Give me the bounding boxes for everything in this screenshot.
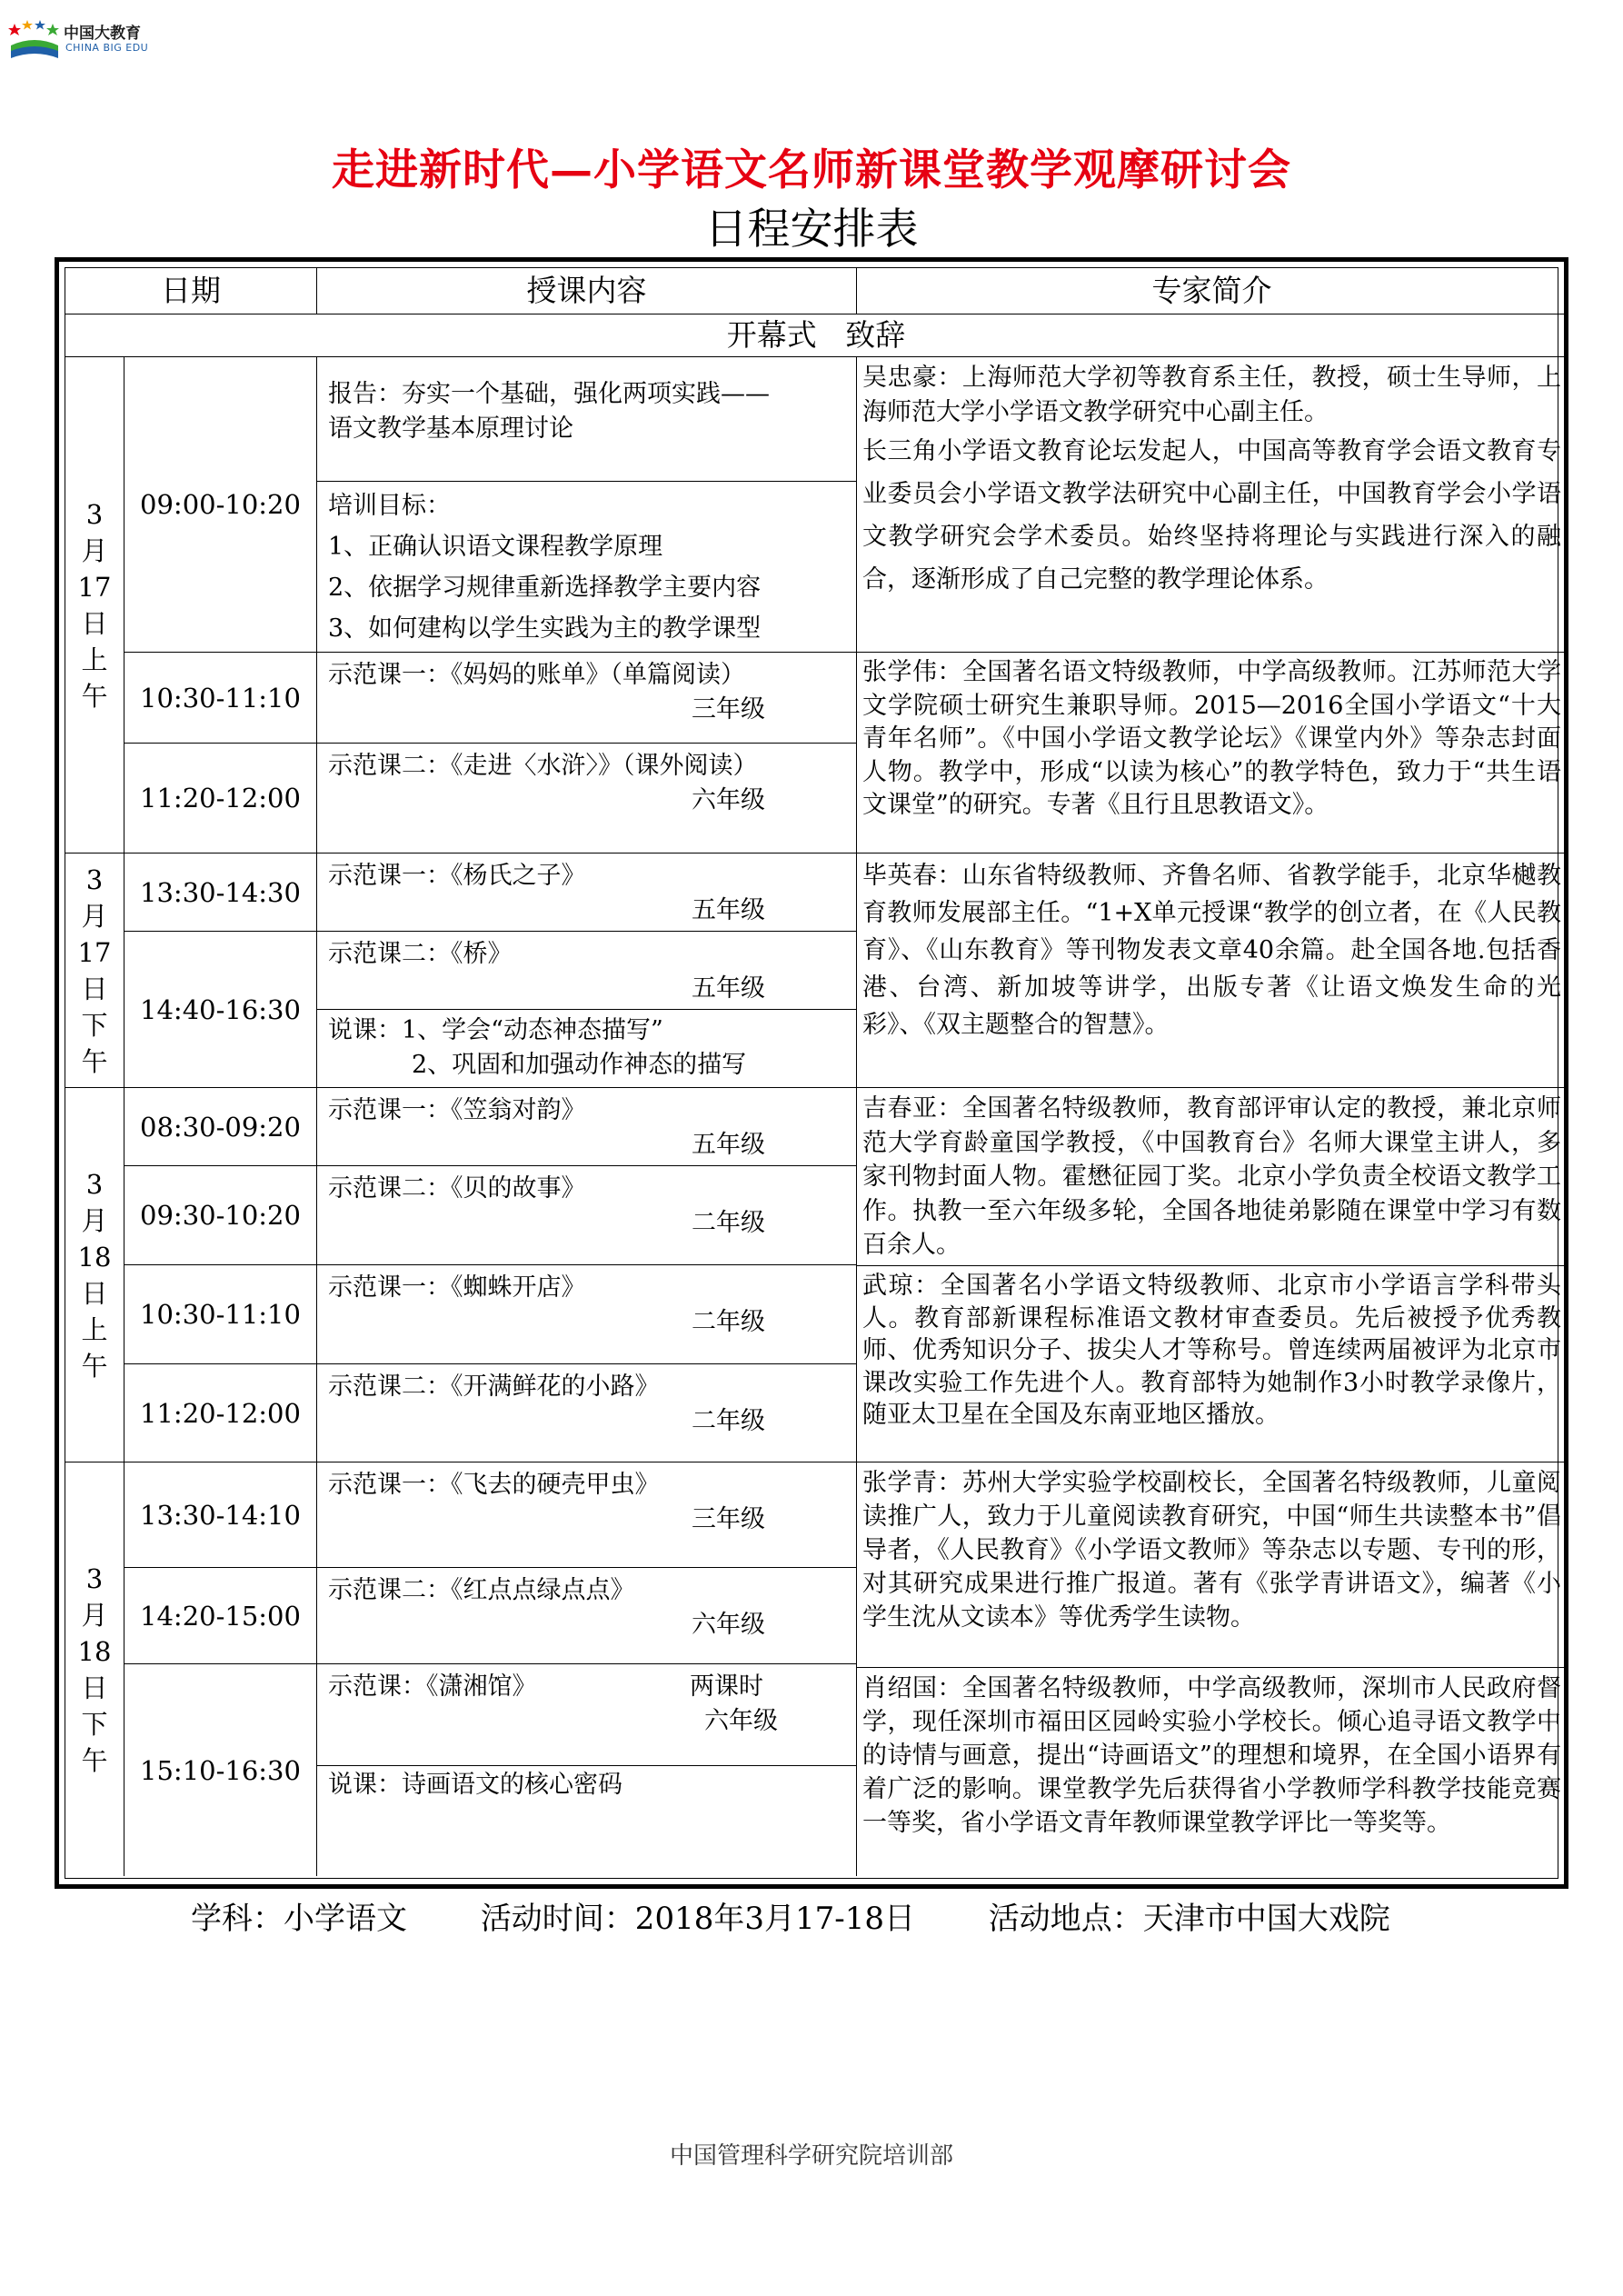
expert-bio [857, 653, 1567, 854]
content-report [317, 357, 857, 482]
content-lesson [317, 1265, 857, 1364]
header-content: 授课内容 [317, 268, 857, 314]
expert-bio-text: 张学青：苏州大学实验学校副校长，全国著名特级教师，儿童阅读推广人，致力于儿童阅读教育研究，中国“师生共读整本书”倡导者，《人民教育》《小学语文教师》等杂志以专题、专刊的形，对其研究成果进行推广报道。著有《张学青讲语文》，编著《小学生沈从文读本》等优秀学生读物。 [862, 1469, 1561, 1632]
lesson-title: 示范课二：《红点点绿点点》 [328, 1576, 635, 1604]
expert-bio [857, 854, 1567, 1088]
lesson-title [328, 1670, 847, 1704]
day-2-cell [65, 854, 124, 1088]
goal-item: 3、如何建构以学生实践为主的教学课型 [328, 614, 762, 643]
lesson-grade: 五年级 [692, 896, 765, 924]
lesson-grade: 二年级 [692, 1407, 765, 1435]
time-slot: 08:30-09:20 [124, 1088, 317, 1166]
content-lesson [317, 1364, 857, 1462]
goal-item: 1、正确认识语文课程教学原理 [328, 533, 663, 561]
lesson-grade: 三年级 [692, 1505, 765, 1533]
lesson-hours: 两课时 [690, 1672, 763, 1701]
logo-subtitle: CHINA BIG EDU [65, 42, 149, 54]
expert-bio-text: 毕英春：山东省特级教师、齐鲁名师、省教学能手，北京华樾教育教师发展部主任。“1+X单元授课“教学的创立者，在《人民教育》、《山东教育》等刊物发表文章40余篇。赴全国各地.包括香港、台湾、新加坡等讲学，出版专著《让语文焕发生命的光彩》、《双主题整合的智慧》。 [862, 862, 1561, 1039]
header-expert: 专家简介 [857, 268, 1567, 314]
event-time: 活动时间：2018年3月17-18日 [480, 1901, 915, 1937]
lesson-grade: 六年级 [692, 1611, 765, 1639]
event-place: 活动地点：天津市中国大戏院 [988, 1901, 1390, 1937]
content-lesson [317, 1664, 857, 1766]
logo-name: 中国大教育 [64, 25, 141, 43]
time-slot: 10:30-11:10 [124, 653, 317, 744]
time-slot: 09:30-10:20 [124, 1166, 317, 1265]
content-lesson [317, 1568, 857, 1664]
content-lesson [317, 932, 857, 1010]
page-subtitle: 日程安排表 [704, 205, 919, 255]
content-goals [317, 482, 857, 653]
lesson-grade: 五年级 [692, 974, 765, 1003]
time-slot: 13:30-14:30 [124, 854, 317, 932]
lesson-title: 示范课一：《笠翁对韵》 [328, 1096, 586, 1124]
day-1-cell [65, 357, 124, 854]
event-info [191, 1893, 1390, 1938]
day-label: 3 月 17 日 上 午 [77, 498, 112, 712]
lesson-title: 示范课二：《开满鲜花的小路》 [328, 1373, 660, 1401]
day-3-cell [65, 1088, 124, 1462]
report-line-2: 语文教学基本原理讨论 [328, 414, 573, 443]
talk-line-2: 2、巩固和加强动作神态的描写 [412, 1051, 747, 1079]
lesson-title: 示范课一：《飞去的硬壳甲虫》 [328, 1471, 660, 1499]
lesson-grade: 二年级 [692, 1308, 765, 1336]
time-slot: 11:20-12:00 [124, 744, 317, 854]
content-lesson [317, 653, 857, 744]
talk-line: 说课：诗画语文的核心密码 [328, 1771, 622, 1799]
lesson-title: 示范课一：《杨氏之子》 [328, 862, 586, 890]
header-date: 日期 [65, 268, 317, 314]
page-footer: 中国管理科学研究院培训部 [669, 2142, 953, 2170]
lesson-grade: 五年级 [692, 1131, 765, 1159]
schedule-grid [65, 267, 1561, 1879]
goal-item: 2、依据学习规律重新选择教学主要内容 [328, 574, 762, 602]
time-slot: 14:40-16:30 [124, 932, 317, 1088]
report-line-1: 报告：夯实一个基础，强化两项实践—— [328, 380, 770, 408]
day-label: 3 月 17 日 下 午 [77, 863, 112, 1077]
content-lesson [317, 744, 857, 854]
talk-line-1: 说课：1、学会“动态神态描写” [328, 1016, 663, 1044]
lesson-title: 示范课二：《走进〈水浒〉》（课外阅读） [328, 752, 758, 780]
time-slot: 14:20-15:00 [124, 1568, 317, 1664]
lesson-title: 示范课二：《桥》 [328, 940, 513, 968]
expert-bio [857, 1462, 1567, 1668]
content-lesson [317, 1088, 857, 1166]
expert-bio [857, 1266, 1567, 1462]
time-slot: 10:30-11:10 [124, 1265, 317, 1364]
time-slot: 13:30-14:10 [124, 1462, 317, 1568]
logo [7, 13, 189, 67]
expert-bio [857, 357, 1567, 653]
lesson-grade: 三年级 [692, 695, 765, 724]
lesson-grade: 六年级 [692, 786, 765, 814]
lesson-grade: 二年级 [692, 1209, 765, 1237]
content-talk [317, 1766, 857, 1876]
day-label: 3 月 18 日 下 午 [77, 1562, 112, 1776]
event-subject: 学科：小学语文 [191, 1901, 407, 1937]
content-lesson [317, 1462, 857, 1568]
time-slot: 11:20-12:00 [124, 1364, 317, 1462]
lesson-title: 示范课一：《妈妈的账单》（单篇阅读） [328, 661, 745, 689]
content-talk [317, 1010, 857, 1088]
content-lesson [317, 854, 857, 932]
lesson-grade: 六年级 [704, 1707, 778, 1735]
lesson-title: 示范课二：《贝的故事》 [328, 1174, 586, 1203]
expert-bio-text: 张学伟：全国著名语文特级教师，中学高级教师。江苏师范大学文学院硕士研究生兼职导师。2015—2016全国小学语文“十大青年名师”。《中国小学语文教学论坛》《课堂内外》等杂志封面人物。教学中，形成“以读为核心”的教学特色，致力于“共生语文课堂”的研究。专著《且行且思教语文》。 [862, 658, 1561, 819]
day-label: 3 月 18 日 上 午 [77, 1168, 112, 1382]
opening-row: 开幕式 致辞 [65, 314, 1567, 357]
day-4-cell [65, 1462, 124, 1876]
goal-title: 培训目标： [328, 492, 451, 520]
expert-bio-text: 吴忠豪：上海师范大学初等教育系主任，教授，硕士生导师，上海师范大学小学语文教学研究中心副主任。 [862, 364, 1561, 426]
time-slot: 09:00-10:20 [124, 357, 317, 653]
expert-bio-text: 肖绍国：全国著名特级教师，中学高级教师，深圳市人民政府督学，现任深圳市福田区园岭实验小学校长。倾心追寻语文教学中的诗情与画意，提出“诗画语文”的理想和境界，在全国小语界有着广泛的影响。课堂教学先后获得省小学教师学科教学技能竞赛一等奖，省小学语文青年教师课堂教学评比一等奖等。 [862, 1674, 1561, 1837]
time-slot: 15:10-16:30 [124, 1664, 317, 1876]
expert-bio [857, 1088, 1567, 1266]
expert-bio-text: 武琼：全国著名小学语文特级教师、北京市小学语言学科带头人。教育部新课程标准语文教材审查委员。先后被授予优秀教师、优秀知识分子、拔尖人才等称号。曾连续两届被评为北京市课改实验工作先进个人。教育部特为她制作3小时教学录像片，随亚太卫星在全国及东南亚地区播放。 [862, 1272, 1561, 1429]
lesson-title-text: 示范课：《潇湘馆》 [328, 1672, 537, 1701]
expert-bio [857, 1668, 1567, 1876]
lesson-title: 示范课一：《蜘蛛开店》 [328, 1273, 586, 1302]
expert-bio-text: 长三角小学语文教育论坛发起人，中国高等教育学会语文教育专业委员会小学语文教学法研究中心副主任，中国教育学会小学语文教学研究会学术委员。始终坚持将理论与实践进行深入的融合，逐渐形成了自己完整的教学理论体系。 [862, 437, 1561, 594]
logo-mark-icon [7, 18, 62, 60]
schedule-table [55, 257, 1568, 1889]
page-title: 走进新时代—小学语文名师新课堂教学观摩研讨会 [332, 145, 1291, 195]
expert-bio-text: 吉春亚：全国著名特级教师，教育部评审认定的教授，兼北京师范大学育龄童国学教授，《中国教育台》名师大课堂主讲人，多家刊物封面人物。霍懋征园丁奖。北京小学负责全校语文教学工作。执教一至六年级多轮，全国各地徒弟影随在课堂中学习有数百余人。 [862, 1094, 1561, 1259]
content-lesson [317, 1166, 857, 1265]
